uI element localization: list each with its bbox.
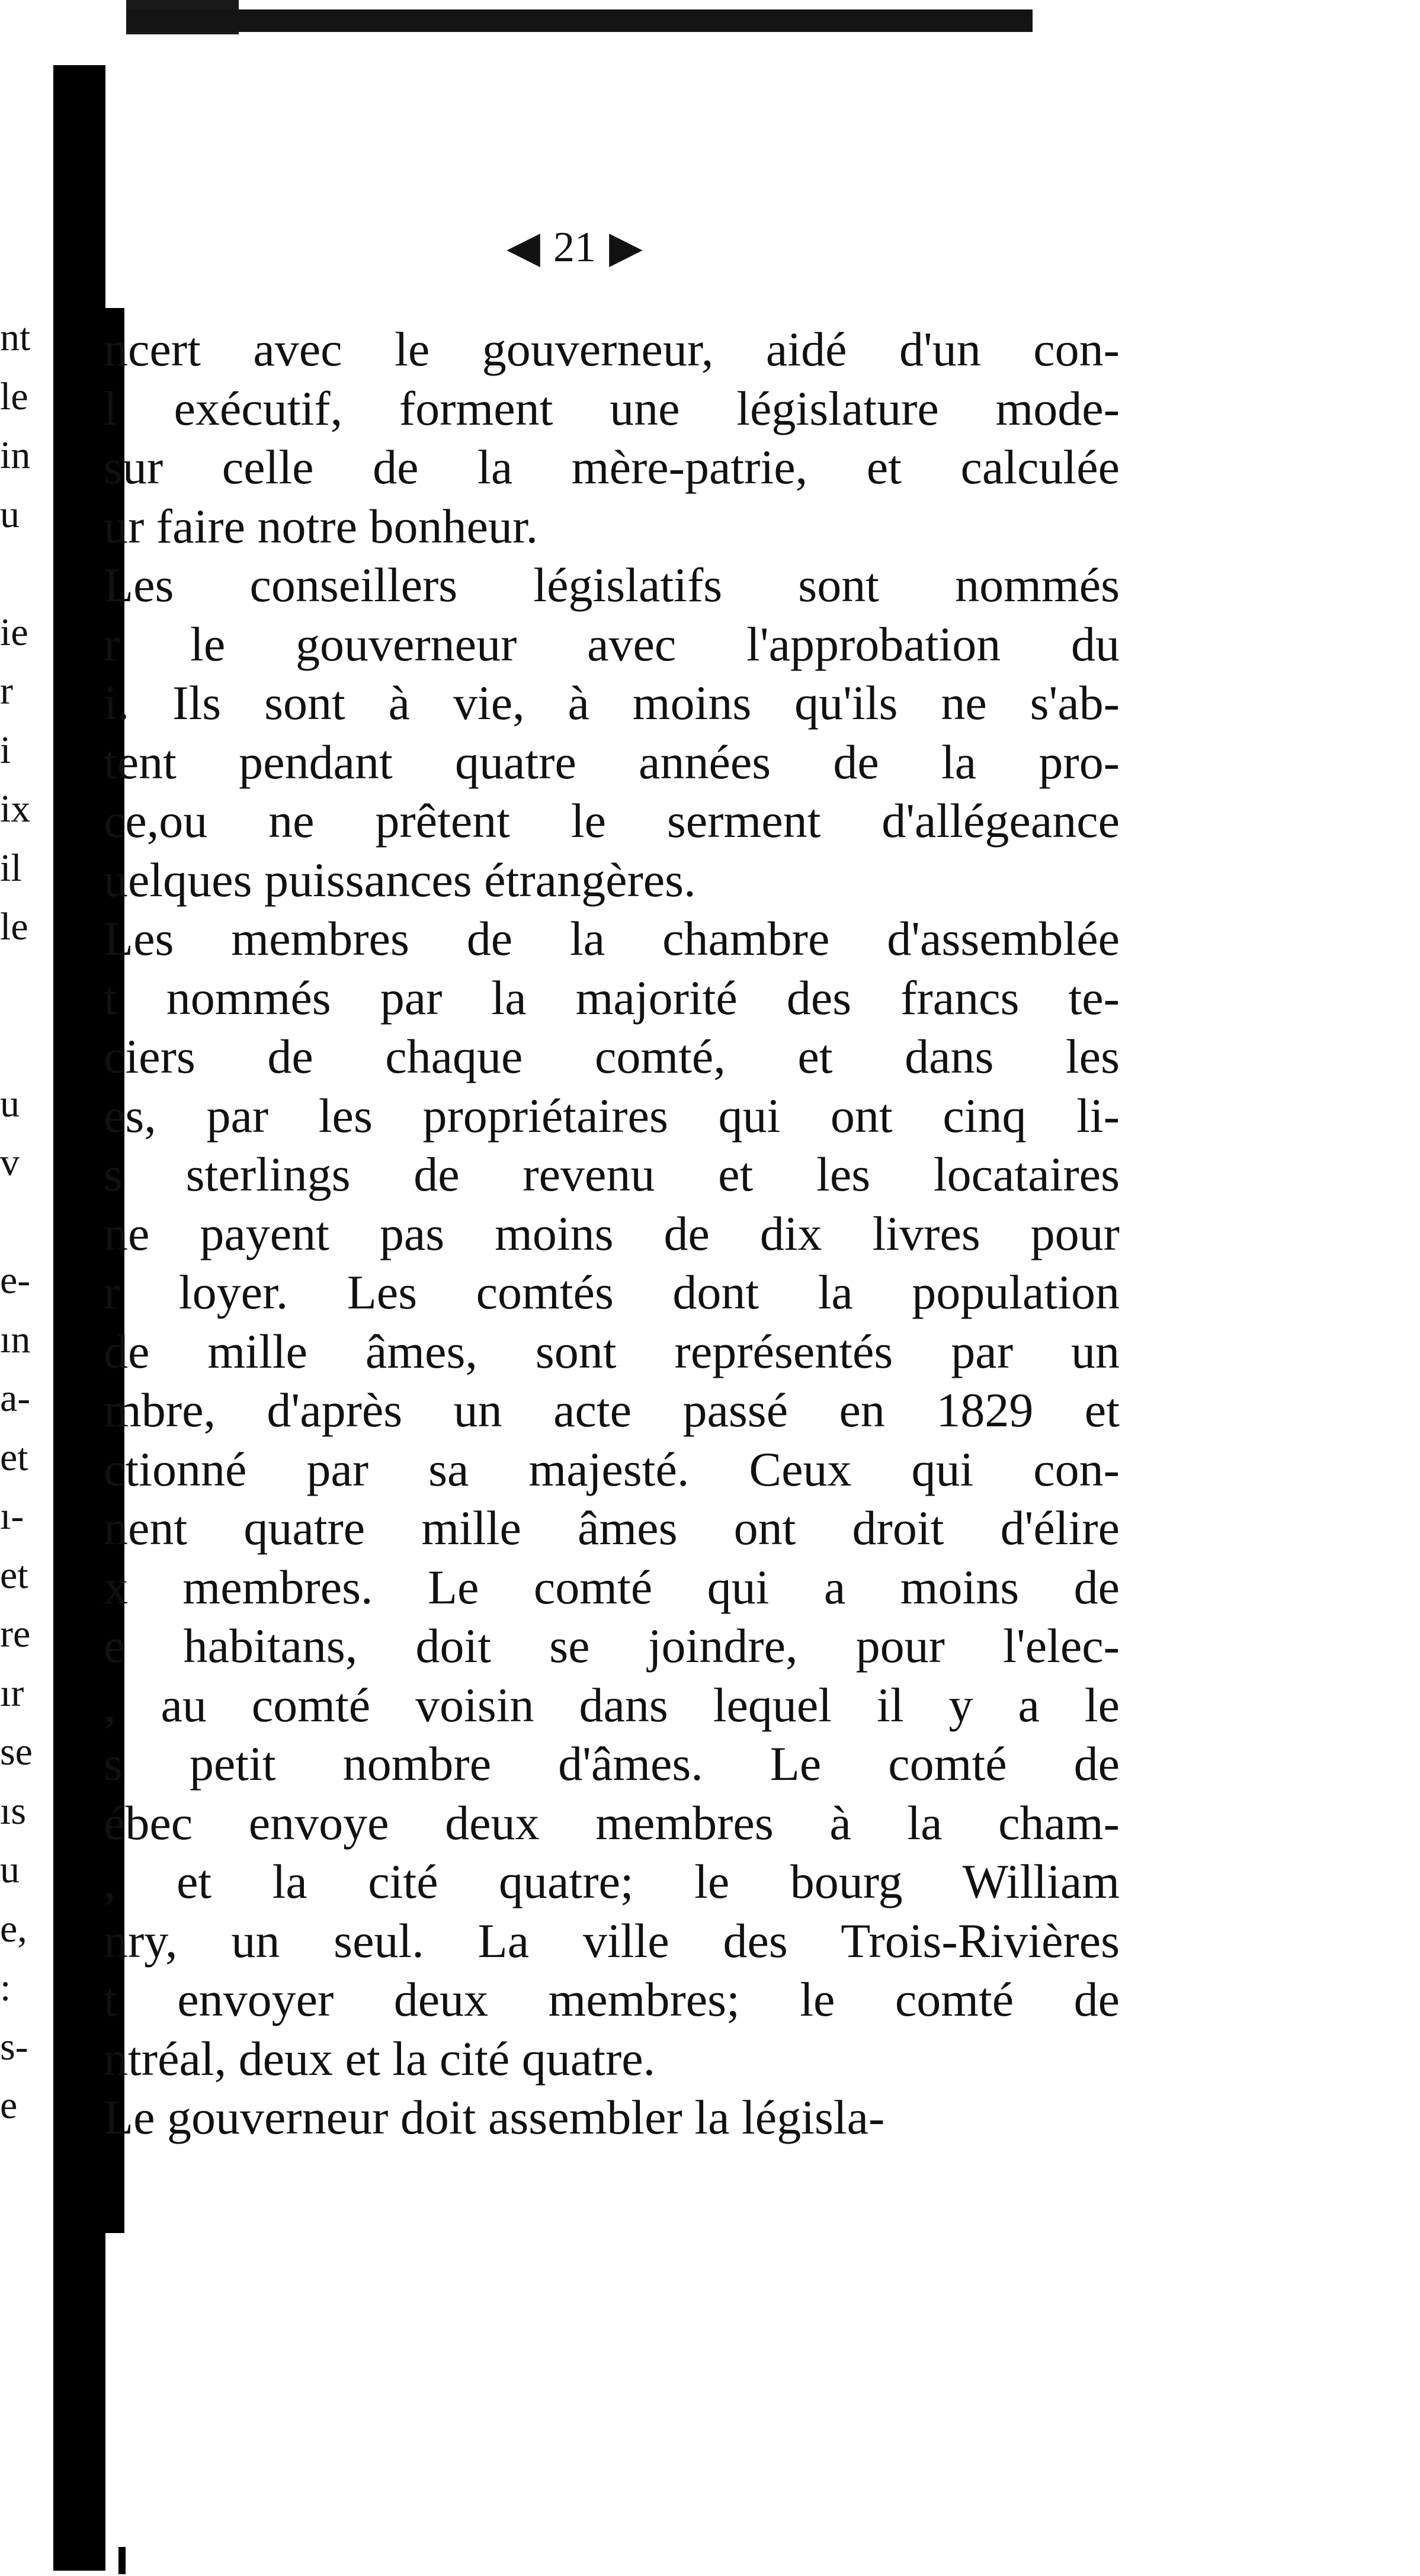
text-line: Les membres de la chambre d'assemblée <box>104 912 1120 965</box>
margin-fragment: i <box>0 728 11 772</box>
margin-fragment: nt <box>0 316 31 359</box>
margin-fragment: le <box>0 374 28 418</box>
text-line: i. Ils sont à vie, à moins qu'ils ne s'ab- <box>104 676 1120 730</box>
gutter-tick <box>118 2547 126 2574</box>
margin-fragment: in <box>0 434 31 477</box>
margin-fragment: le <box>0 905 28 948</box>
margin-fragment: ıs <box>0 1789 27 1833</box>
ornament-left-icon: ◀ <box>507 223 540 272</box>
top-rule <box>126 9 1033 32</box>
text-line: r loyer. Les comtés dont la population <box>104 1265 1120 1319</box>
text-line: r le gouverneur avec l'approbation du <box>104 617 1120 671</box>
text-line: nent quatre mille âmes ont droit d'élire <box>104 1501 1120 1555</box>
text-line: mbre, d'après un acte passé en 1829 et <box>104 1383 1120 1437</box>
text-line: ncert avec le gouverneur, aidé d'un con- <box>104 322 1120 376</box>
margin-fragment: u <box>0 492 20 536</box>
text-line: e habitans, doit se joindre, pour l'elec- <box>104 1619 1120 1673</box>
body-text <box>104 320 1120 2147</box>
page-number: 21 <box>553 223 596 271</box>
text-line: es, par les propriétaires qui ont cinq li- <box>104 1088 1120 1143</box>
text-line: ne payent pas moins de dix livres pour <box>104 1206 1120 1260</box>
margin-fragment: se <box>0 1730 33 1773</box>
margin-fragment: ie <box>0 610 28 654</box>
margin-fragment: s- <box>0 2025 28 2068</box>
margin-fragment: et <box>0 1553 28 1597</box>
margin-fragment: il <box>0 846 22 890</box>
text-line: s sterlings de revenu et les locataires <box>104 1147 1120 1201</box>
text-line: nry, un seul. La ville des Trois-Rivières <box>104 1913 1120 1968</box>
text-line: ce,ou ne prêtent le serment d'allégeance <box>104 794 1120 848</box>
text-line: uelques puissances étrangères. <box>104 852 696 907</box>
margin-fragment: r <box>0 669 13 713</box>
margin-fragment: ı- <box>0 1494 24 1538</box>
margin-fragment: e- <box>0 1259 31 1302</box>
text-line: sur celle de la mère-patrie, et calculée <box>104 440 1120 494</box>
ornament-right-icon: ▶ <box>609 223 643 272</box>
left-margin-fragments <box>0 308 59 2135</box>
text-line: x membres. Le comté qui a moins de <box>104 1560 1120 1614</box>
margin-fragment: e, <box>0 1907 27 1951</box>
text-line: Le gouverneur doit assembler la législa- <box>104 2090 885 2144</box>
margin-fragment: : <box>0 1966 11 2009</box>
margin-fragment <box>0 544 59 603</box>
text-line: ctionné par sa majesté. Ceux qui con- <box>104 1442 1120 1496</box>
text-line: tent pendant quatre années de la pro- <box>104 734 1120 789</box>
text-line: ntréal, deux et la cité quatre. <box>104 2031 656 2086</box>
text-line: s petit nombre d'âmes. Le comté de <box>104 1737 1120 1791</box>
text-line: Les conseillers législatifs sont nommés <box>104 558 1120 612</box>
text-line: , au comté voisin dans lequel il y a le <box>104 1677 1120 1732</box>
margin-fragment: u <box>0 1082 20 1125</box>
margin-fragment: e <box>0 2084 18 2127</box>
margin-fragment <box>0 1192 59 1252</box>
page-header <box>450 214 699 280</box>
margin-fragment: u <box>0 1848 20 1891</box>
text-line: l exécutif, forment une législature mode- <box>104 381 1120 435</box>
text-line: t nommés par la majorité des francs te- <box>104 970 1120 1025</box>
margin-fragment: ix <box>0 787 31 830</box>
margin-fragment: ır <box>0 1671 24 1715</box>
margin-fragment: v <box>0 1141 20 1184</box>
margin-fragment: et <box>0 1435 28 1479</box>
text-line: , et la cité quatre; le bourg William <box>104 1855 1120 1908</box>
margin-fragment <box>0 1015 59 1074</box>
margin-fragment: re <box>0 1612 31 1656</box>
text-line: de mille âmes, sont représentés par un <box>104 1324 1120 1378</box>
text-line: ciers de chaque comté, et dans les <box>104 1029 1120 1083</box>
margin-fragment: a- <box>0 1377 31 1420</box>
text-line: ur faire notre bonheur. <box>104 499 538 553</box>
text-line: t envoyer deux membres; le comté de <box>104 1972 1120 2026</box>
margin-fragment <box>0 957 59 1016</box>
margin-fragment: ın <box>0 1317 31 1361</box>
text-line: ébec envoye deux membres à la cham- <box>104 1795 1120 1850</box>
